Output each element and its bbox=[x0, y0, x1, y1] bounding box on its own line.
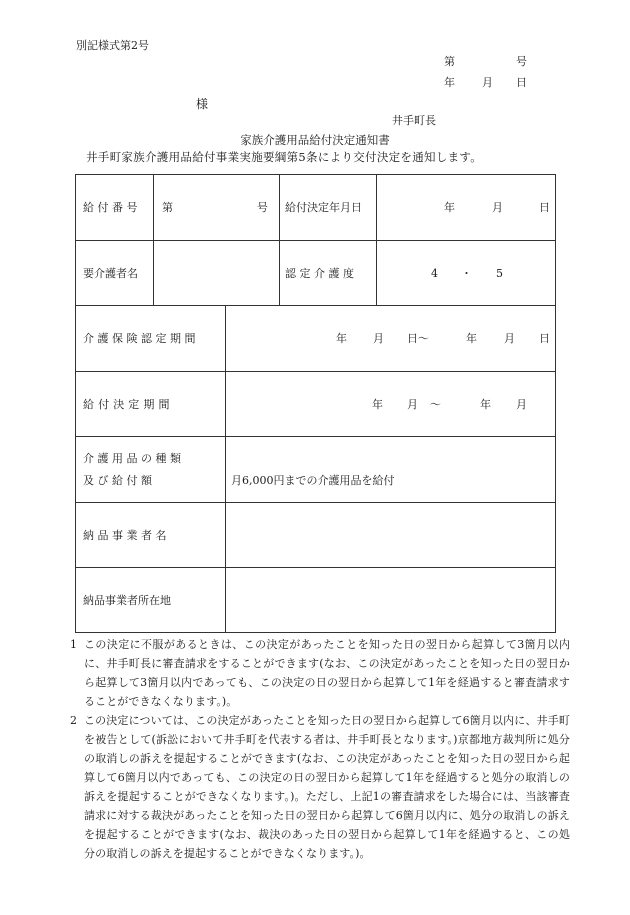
row-supplier-name bbox=[75, 502, 556, 567]
care-level-separator: ・ bbox=[461, 267, 472, 280]
decision-date-month: 月 bbox=[492, 201, 503, 214]
issue-date-day: 日 bbox=[516, 76, 527, 89]
note-item bbox=[70, 635, 570, 711]
benefit-number-label: 給 付 番 号 bbox=[83, 201, 138, 214]
supplies-label-line1: 介 護 用 品 の 種 類 bbox=[83, 452, 181, 465]
insurance-period-start-day: 日～ bbox=[407, 332, 429, 345]
care-recipient-label: 要介護者名 bbox=[83, 267, 138, 280]
insurance-period-end-month: 月 bbox=[504, 332, 515, 345]
intro-text: 井手町家族介護用品給付事業実施要綱第5条により交付決定を通知します。 bbox=[86, 150, 483, 164]
row-benefit-period bbox=[75, 371, 556, 436]
row-supplies bbox=[75, 436, 556, 502]
document-title: 家族介護用品給付決定通知書 bbox=[240, 133, 390, 147]
supplier-address-label: 納品事業者所在地 bbox=[83, 594, 171, 607]
insurance-period-end-year: 年 bbox=[466, 332, 477, 345]
issue-date-year: 年 bbox=[444, 76, 455, 89]
recipient-honorific: 様 bbox=[196, 97, 209, 111]
note-text: この決定については、この決定があったことを知った日の翌日から起算して6箇月以内に、井手町を被告として(訴訟において井手町を代表する者は、井手町長となります。)京都地方裁判所に処分の取消しの訴えを提起することができます(なお、この決定があったことを知った日の翌日から起算して6箇月以内であっても、この決定の日の翌日から起算して1年を経過すると処分の取消しの訴えを提起することができなくなります。)。ただし、上記1の審査請求をした場合には、当該審査請求に対する裁決があったことを知った日の翌日から起算して6箇月以内に、処分の取消しの訴えを提起することができます(なお、裁決のあった日の翌日から起算して1年を経過すると、この処分の取消しの訴えを提起することができなくなります。)。 bbox=[84, 714, 570, 860]
insurance-period-end-day: 日 bbox=[539, 332, 550, 345]
issue-date-month: 月 bbox=[482, 76, 493, 89]
supplies-value: 月6,000円までの介護用品を給付 bbox=[231, 474, 395, 487]
benefit-number-prefix: 第 bbox=[162, 201, 173, 214]
decision-date-label: 給付決定年月日 bbox=[285, 201, 362, 214]
care-level-label: 認 定 介 護 度 bbox=[285, 267, 354, 280]
benefit-period-end-year: 年 bbox=[480, 398, 491, 411]
insurance-period-start-month: 月 bbox=[373, 332, 384, 345]
benefit-period-end-month: 月 bbox=[516, 398, 527, 411]
benefit-period-start-month: 月 bbox=[407, 398, 418, 411]
benefit-number-suffix: 号 bbox=[257, 201, 268, 214]
benefit-period-start-year: 年 bbox=[372, 398, 383, 411]
row-insurance-period bbox=[75, 305, 556, 371]
document-number-label: 第 bbox=[444, 55, 455, 68]
note-item bbox=[70, 711, 570, 863]
document-number-unit: 号 bbox=[516, 55, 527, 68]
decision-date-day: 日 bbox=[539, 201, 550, 214]
notes-section bbox=[70, 635, 570, 863]
benefit-period-tilde: ～ bbox=[430, 398, 441, 411]
supplies-label-line2: 及 び 給 付 額 bbox=[83, 474, 152, 487]
note-number: 2 bbox=[70, 714, 77, 727]
insurance-period-start-year: 年 bbox=[336, 332, 347, 345]
note-text: この決定に不服があるときは、この決定があったことを知った日の翌日から起算して3箇月以内に、井手町長に審査請求をすることができます(なお、この決定があったことを知った日の翌日から起算して3箇月以内であっても、この決定の日の翌日から起算して1年を経過すると審査請求することができなくなります。)。 bbox=[84, 638, 570, 708]
care-level-5: 5 bbox=[496, 267, 503, 280]
row-care-recipient bbox=[75, 240, 556, 305]
benefit-period-label: 給 付 決 定 期 間 bbox=[83, 398, 170, 411]
care-level-4: 4 bbox=[431, 267, 438, 280]
issuer-name: 井手町長 bbox=[392, 114, 436, 127]
insurance-period-label: 介 護 保 険 認 定 期 間 bbox=[83, 332, 196, 345]
row-supplier-address bbox=[75, 567, 556, 633]
row-benefit-number bbox=[75, 174, 556, 240]
decision-date-year: 年 bbox=[444, 201, 455, 214]
form-id: 別記様式第2号 bbox=[76, 39, 149, 52]
supplier-name-label: 納 品 事 業 者 名 bbox=[83, 529, 167, 542]
note-number: 1 bbox=[70, 638, 77, 651]
